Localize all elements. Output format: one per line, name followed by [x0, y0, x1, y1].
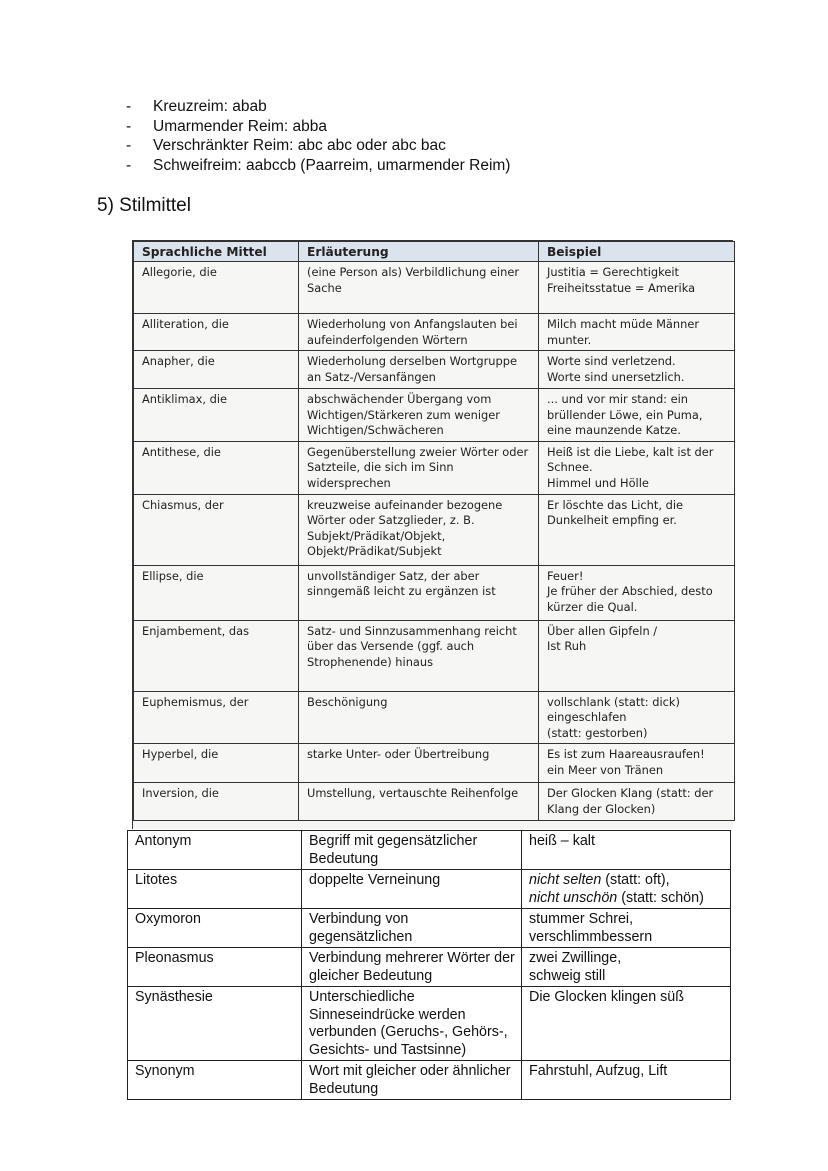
table-row — [134, 494, 735, 565]
explanation-cell: Wiederholung derselben Wortgruppe an Satz-/Versanfängen — [299, 351, 539, 389]
table-row — [134, 744, 735, 783]
example-text: heiß – kalt — [529, 833, 595, 849]
list-item-text: Kreuzreim: abab — [153, 98, 267, 115]
example-cell — [522, 1061, 731, 1100]
example-cell: Über allen Gipfeln / Ist Ruh — [539, 620, 735, 691]
table-row — [134, 565, 735, 620]
table-row — [134, 351, 735, 389]
term-cell: Chiasmus, der — [134, 494, 299, 565]
list-dash: - — [126, 117, 132, 135]
example-cell: Milch macht müde Männer munter. — [539, 314, 735, 351]
example-cell — [522, 870, 731, 909]
explanation-cell: Verbindung von gegensätzlichen — [302, 909, 522, 948]
table-row — [134, 620, 735, 691]
column-header-term: Sprachliche Mittel — [134, 242, 299, 262]
table-row — [128, 831, 731, 870]
explanation-cell: Gegenüberstellung zweier Wörter oder Satzteile, die sich im Sinn widersprechen — [299, 441, 539, 494]
typed-stilmittel-table — [127, 830, 731, 1100]
term-cell: Ellipse, die — [134, 565, 299, 620]
term-cell: Allegorie, die — [134, 262, 299, 314]
term-cell: Pleonasmus — [128, 948, 302, 987]
example-cell: Justitia = Gerechtigkeit Freiheitsstatue = Amerika — [539, 262, 735, 314]
term-cell: Synonym — [128, 1061, 302, 1100]
term-cell: Antiklimax, die — [134, 389, 299, 442]
term-cell: Oxymoron — [128, 909, 302, 948]
typed-table — [127, 830, 731, 1100]
table-row — [128, 1061, 731, 1100]
term-cell: Antithese, die — [134, 441, 299, 494]
list-item — [126, 97, 726, 117]
table-row — [134, 314, 735, 351]
term-cell: Litotes — [128, 870, 302, 909]
example-cell: Es ist zum Haareausraufen! ein Meer von Tränen — [539, 744, 735, 783]
term-cell: Alliteration, die — [134, 314, 299, 351]
example-text: nicht selten — [529, 872, 602, 888]
term-cell: Synästhesie — [128, 987, 302, 1061]
example-cell: Worte sind verletzend. Worte sind unersetzlich. — [539, 351, 735, 389]
list-dash: - — [126, 156, 132, 174]
example-cell — [522, 909, 731, 948]
column-header-example: Beispiel — [539, 242, 735, 262]
term-cell: Inversion, die — [134, 783, 299, 821]
list-item-text: Umarmender Reim: abba — [153, 117, 328, 135]
table-row — [134, 262, 735, 314]
term-cell: Euphemismus, der — [134, 691, 299, 744]
example-text: stummer Schrei, verschlimmbessern — [529, 911, 653, 945]
term-cell: Antonym — [128, 831, 302, 870]
example-cell — [522, 987, 731, 1061]
table-row — [134, 691, 735, 744]
table-row — [128, 948, 731, 987]
example-text: (statt: schön) — [617, 889, 704, 906]
example-cell: ... und vor mir stand: ein brüllender Löwe, ein Puma, eine maunzende Katze. — [539, 389, 735, 442]
example-cell: Er löschte das Licht, die Dunkelheit empfing er. — [539, 494, 735, 565]
list-item-text: Schweifreim: aabccb (Paarreim, umarmender Reim) — [153, 156, 511, 174]
explanation-cell: Wiederholung von Anfangslauten bei aufeinderfolgenden Wörtern — [299, 314, 539, 351]
explanation-cell: starke Unter- oder Übertreibung — [299, 744, 539, 783]
term-cell: Hyperbel, die — [134, 744, 299, 783]
explanation-cell: Begriff mit gegensätzlicher Bedeutung — [302, 831, 522, 870]
example-text: nicht unschön — [529, 889, 618, 906]
table-header-row — [134, 242, 735, 262]
explanation-cell: Umstellung, vertauschte Reihenfolge — [299, 783, 539, 821]
scan-table — [133, 241, 735, 821]
example-cell: Heiß ist die Liebe, kalt ist der Schnee. Himmel und Hölle — [539, 441, 735, 494]
section-title: 5) Stilmittel — [97, 195, 191, 216]
example-text: (statt: oft), — [601, 872, 670, 888]
table-row — [128, 870, 731, 909]
explanation-cell: kreuzweise aufeinander bezogene Wörter oder Satzglieder, z. B. Subjekt/Prädikat/Objekt, Objekt/Prädikat/Subjekt — [299, 494, 539, 565]
table-row — [128, 987, 731, 1061]
example-cell — [522, 948, 731, 987]
table-row — [134, 389, 735, 442]
explanation-cell: Unterschiedliche Sinneseindrücke werden verbunden (Geruchs-, Gehörs-, Gesichts- und Tastsinne) — [302, 987, 522, 1061]
explanation-cell: (eine Person als) Verbildlichung einer Sache — [299, 262, 539, 314]
table-row — [134, 441, 735, 494]
example-text: Die Glocken klingen süß — [529, 989, 684, 1005]
list-dash: - — [126, 137, 132, 154]
explanation-cell: Beschönigung — [299, 691, 539, 744]
scan-table-body — [134, 262, 735, 821]
explanation-cell: Verbindung mehrerer Wörter der gleicher Bedeutung — [302, 948, 522, 987]
term-cell: Enjambement, das — [134, 620, 299, 691]
table-row — [128, 909, 731, 948]
table-row — [134, 783, 735, 821]
example-cell: vollschlank (statt: dick) eingeschlafen (statt: gestorben) — [539, 691, 735, 744]
example-cell: Feuer! Je früher der Abschied, desto kürzer die Qual. — [539, 565, 735, 620]
list-item-text: Verschränkter Reim: abc abc oder abc bac — [153, 137, 446, 154]
typed-table-body — [128, 831, 731, 1100]
list-item — [126, 117, 726, 137]
example-cell — [522, 831, 731, 870]
explanation-cell: abschwächender Übergang vom Wichtigen/Stärkeren zum weniger Wichtigen/Schwächeren — [299, 389, 539, 442]
term-cell: Anapher, die — [134, 351, 299, 389]
list-dash: - — [126, 98, 132, 115]
rhyme-list — [126, 97, 726, 175]
explanation-cell: Satz- und Sinnzusammenhang reicht über das Versende (ggf. auch Strophenende) hinaus — [299, 620, 539, 691]
explanation-cell: doppelte Verneinung — [302, 870, 522, 909]
example-cell: Der Glocken Klang (statt: der Klang der Glocken) — [539, 783, 735, 821]
example-text: zwei Zwillinge, schweig still — [529, 950, 622, 984]
explanation-cell: Wort mit gleicher oder ähnlicher Bedeutung — [302, 1061, 522, 1100]
list-item — [126, 136, 726, 156]
scanned-stilmittel-table — [132, 240, 733, 829]
example-text: Fahrstuhl, Aufzug, Lift — [529, 1063, 668, 1079]
explanation-cell: unvollständiger Satz, der aber sinngemäß leicht zu ergänzen ist — [299, 565, 539, 620]
column-header-explanation: Erläuterung — [299, 242, 539, 262]
list-item — [126, 156, 726, 176]
